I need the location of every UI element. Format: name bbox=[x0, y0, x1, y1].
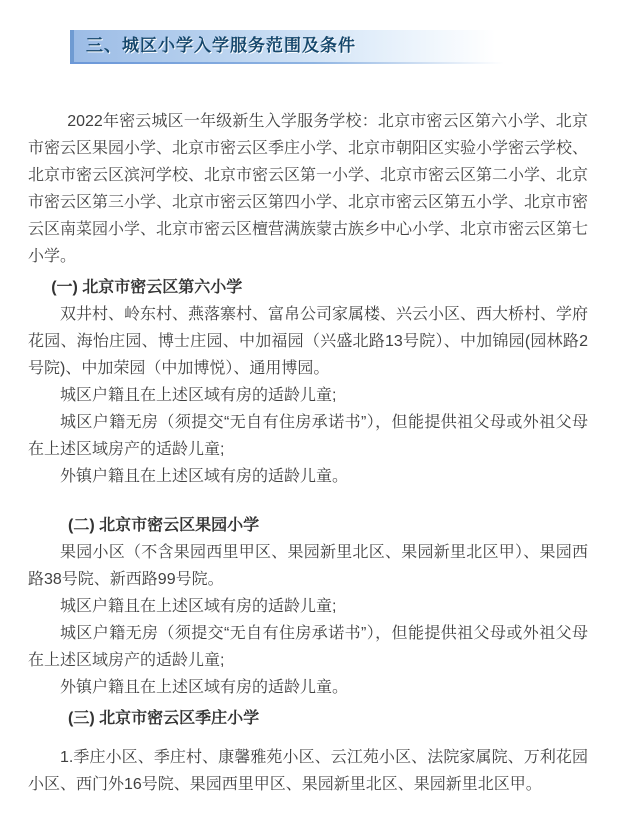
intro-paragraph: 2022年密云城区一年级新生入学服务学校：北京市密云区第六小学、北京市密云区果园小学、北京市密云区季庄小学、北京市朝阳区实验小学密云学校、北京市密云区滨河学校、北京市密云区第一小学、北京市密云区第二小学、北京市密云区第三小学、北京市密云区第四小学、北京市密云区第五小学、北京市密云区南菜园小学、北京市密云区檀营满族蒙古族乡中心小学、北京市密云区第七小学。 bbox=[28, 113, 589, 265]
school-heading-guoyuan: (二) 北京市密云区果园小学 bbox=[68, 517, 260, 534]
condition-paragraph: 外镇户籍且在上述区域有房的适龄儿童。 bbox=[60, 679, 349, 696]
service-area-paragraph: 1.季庄小区、季庄村、康馨雅苑小区、云江苑小区、法院家属院、万利花园小区、西门外16号院、果园西里甲区、果园新里北区、果园新里北区甲。 bbox=[28, 749, 588, 793]
section-header-bar bbox=[70, 30, 513, 62]
school-section-diliu bbox=[28, 274, 588, 490]
school-heading-jizhuang: (三) 北京市密云区季庄小学 bbox=[68, 710, 260, 727]
school-heading-diliu: (一) 北京市密云区第六小学 bbox=[51, 279, 243, 296]
condition-paragraph: 城区户籍无房（须提交“无自有住房承诺书”），但能提供祖父母或外祖父母在上述区域房产的适龄儿童; bbox=[28, 414, 588, 458]
school-section-guoyuan bbox=[28, 512, 588, 701]
service-area-paragraph: 果园小区（不含果园西里甲区、果园新里北区、果园新里北区甲）、果园西路38号院、新西路99号院。 bbox=[28, 544, 588, 588]
condition-paragraph: 城区户籍且在上述区域有房的适龄儿童; bbox=[60, 598, 337, 615]
section-header-title: 三、城区小学入学服务范围及条件 bbox=[86, 36, 356, 55]
condition-paragraph: 城区户籍无房（须提交“无自有住房承诺书”），但能提供祖父母或外祖父母在上述区域房产的适龄儿童; bbox=[28, 625, 588, 669]
service-area-paragraph: 双井村、岭东村、燕落寨村、富帛公司家属楼、兴云小区、西大桥村、学府花园、海怡庄园、博士庄园、中加福园（兴盛北路13号院）、中加锦园(园林路2号院)、中加荣园（中加博悦）、通用博园。 bbox=[28, 306, 589, 377]
school-section-jizhuang bbox=[28, 705, 588, 798]
condition-paragraph: 城区户籍且在上述区域有房的适龄儿童; bbox=[60, 387, 337, 404]
condition-paragraph: 外镇户籍且在上述区域有房的适龄儿童。 bbox=[60, 468, 349, 485]
